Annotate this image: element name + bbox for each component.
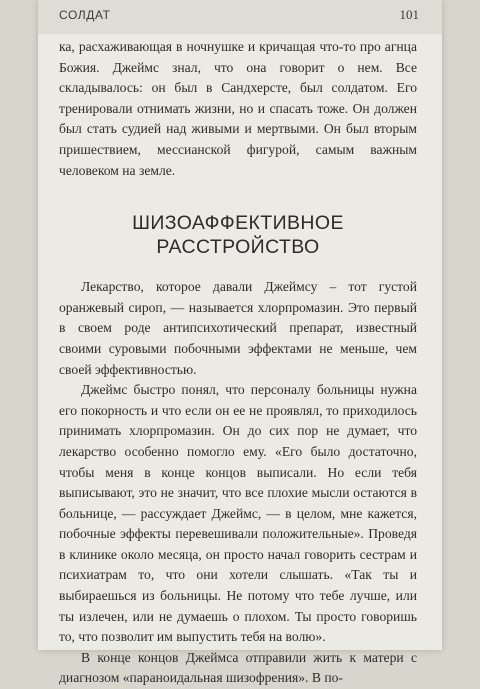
book-page bbox=[38, 0, 442, 686]
section-title bbox=[59, 211, 417, 259]
page-body bbox=[59, 37, 417, 689]
body-paragraph: В конце концов Джеймса отправили жить к матери с диагнозом «параноидальная шизофрения». В по- bbox=[59, 649, 417, 686]
body-paragraph: Лекарство, которое давали Джеймсу – тот густой оранжевый сироп, — называется хлорпромазин. Это первый в своем роде антипсихотический препарат, известный своими суровыми побочными эффектами не меньше, чем своей эффективностью. bbox=[59, 279, 417, 377]
section-title-line: РАССТРОЙСТВО bbox=[156, 236, 320, 259]
body-paragraph: ка, расхаживающая в ночнушке и кричащая что-то про агнца Божия. Джеймс знал, что она говорит о нем. Все складывалось: он был в Сандхерсте, был солдатом. Его тренировали отнимать жизни, но и спасать тоже. Он должен был стать судией над живыми и мертвыми. Он был вторым пришествием, мессианской фигурой, самым важным человеком на земле. bbox=[59, 39, 417, 178]
page-number: 101 bbox=[399, 7, 419, 22]
page-header bbox=[38, 0, 442, 34]
running-head: СОЛДАТ bbox=[59, 8, 111, 22]
body-paragraph: Джеймс быстро понял, что персоналу больницы нужна его покорность и что если он ее не проявлял, то приходилось принимать хлорпромазин. Он до сих пор не думает, что лекарство особенно помогло ему. «Его было достаточно, чтобы меня в конце концов выписали. Но если тебя выписывают, это не значит, что все плохие мысли остаются в больнице, — рассуждает Джеймс, — в целом, мне кажется, побочные эффекты перевешивали положительные». Проведя в клинике около месяца, он просто начал говорить сестрам и психиатрам то, что они хотели слышать. «Так ты и выбираешься из больницы. Не потому что тебе лучше, или ты излечен, или не думаешь о плохом. Ты просто говоришь то, что позволит им выпустить тебя на волю». bbox=[59, 382, 417, 645]
section-title-line: ШИЗОАФФЕКТИВНОЕ bbox=[132, 212, 344, 235]
